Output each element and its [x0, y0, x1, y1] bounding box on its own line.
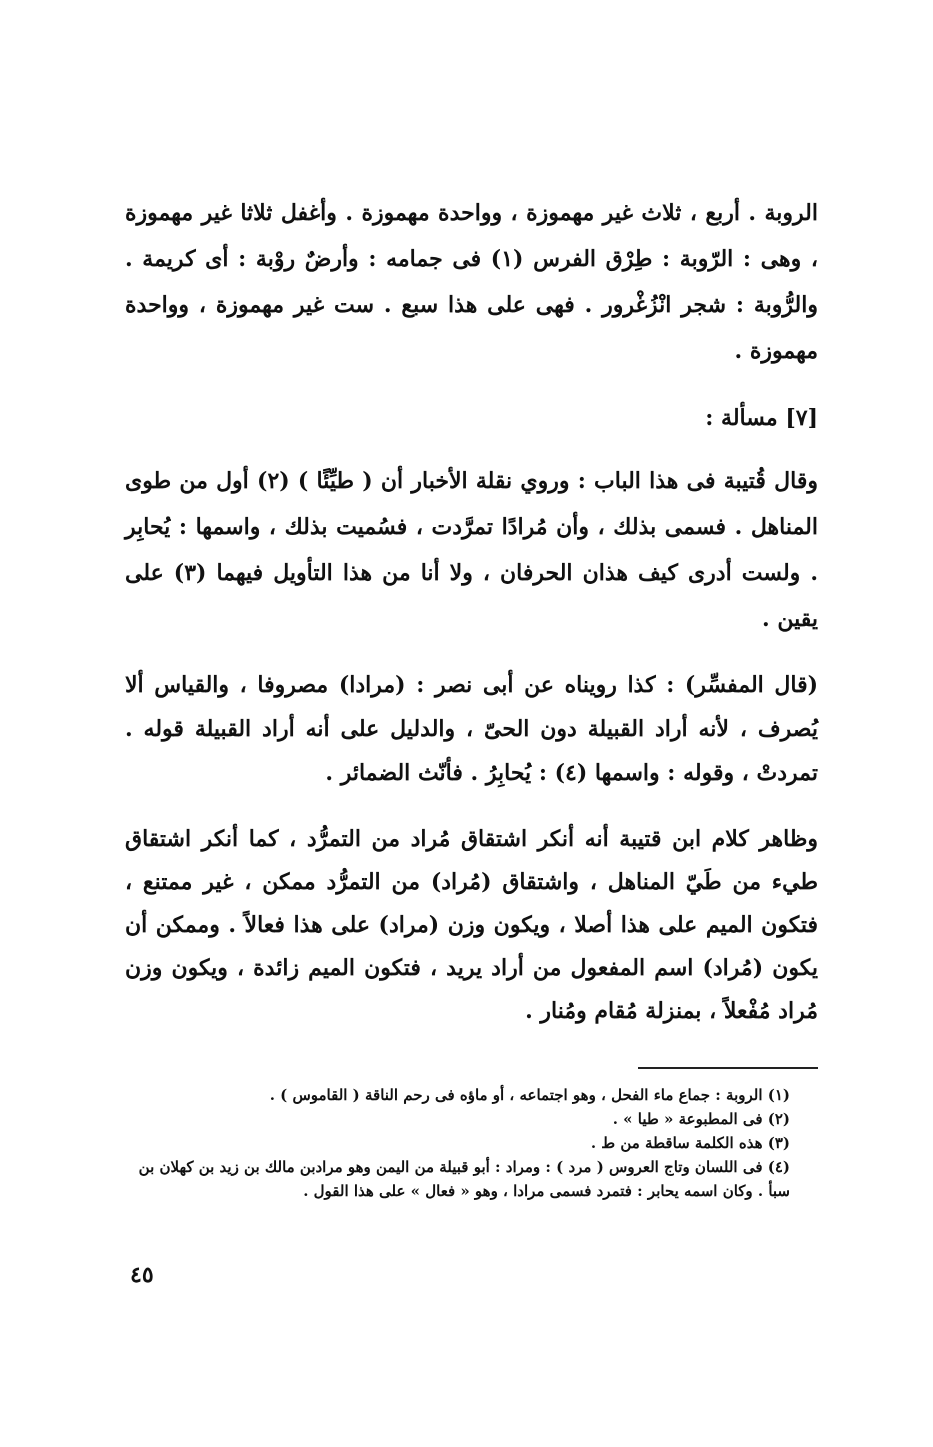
- footnote-2: (٢) فى المطبوعة « طيا » .: [612, 1110, 790, 1128]
- footnote-4: (٤) فى اللسان وتاج العروس ( مرد ) : ومراد : أبو قبيلة من اليمن وهو مرادبن مالك بن زيد بن كهلان بن سبأ . وكان اسمه يحابر : فتمرد فسمى مرادا ، وهو « فعال » على هذا القول .: [138, 1158, 790, 1200]
- footnote-1: (١) الروبة : جماع ماء الفحل ، وهو اجتماعه ، أو ماؤه فى رحم الناقة ( القاموس ) .: [269, 1086, 790, 1104]
- paragraph-ruba: الروبة . أربع ، ثلاث غير مهموزة ، وواحدة مهموزة . وأغفل ثلاثا غير مهموزة ، وهى : الرّوبة : طِرْق الفرس (١) فى جمامه : وأرضٌ روْبة : أى كريمة . والرُّوبة : شجر انْزُغْرور . فهى على هذا سبع . ست غير مهموزة ، وواحدة مهموزة .: [125, 200, 818, 364]
- page-number: ٤٥: [130, 1262, 154, 1288]
- paragraph-qutayba: وقال قُتيبة فى هذا الباب : وروي نقلة الأخبار أن ( طيِّئًا ) (٢) أول من طوى المناهل . فسمى بذلك ، وأن مُرادًا تمرَّدت ، فسُميت بذلك ، واسمها : يُحابِر . ولست أدرى كيف هذان الحرفان ، ولا أنا من هذا التأويل فيهما (٣) على يقين .: [125, 468, 818, 632]
- footnote-divider: [638, 1067, 818, 1069]
- footnote-3: (٣) هذه الكلمة ساقطة من ط .: [590, 1134, 790, 1152]
- paragraph-mufassir: (قال المفسِّر) : كذا رويناه عن أبى نصر : (مرادا) مصروفا ، والقياس ألا يُصرف ، لأنه أراد القبيلة دون الحىّ ، والدليل على أنه أراد القبيلة قوله . تمردتْ ، وقوله : واسمها (٤) : يُحابِرُ . فأنّث الضمائر .: [125, 672, 818, 786]
- section-heading: [٧] مسألة :: [705, 405, 818, 431]
- footnotes: [120, 1083, 818, 1203]
- paragraph-ishtiqaq: وظاهر كلام ابن قتيبة أنه أنكر اشتقاق مُراد من التمرُّد ، كما أنكر اشتقاق طيء من طَيّ المناهل ، واشتقاق (مُراد) من التمرُّد ممكن ، غير ممتنع ، فتكون الميم على هذا أصلا ، ويكون وزن (مراد) على هذا فعالاً . وممكن أن يكون (مُراد) اسم المفعول من أراد يريد ، فتكون الميم زائدة ، ويكون وزن مُراد مُفْعلاً ، بمنزلة مُقام ومُنار .: [125, 826, 818, 1024]
